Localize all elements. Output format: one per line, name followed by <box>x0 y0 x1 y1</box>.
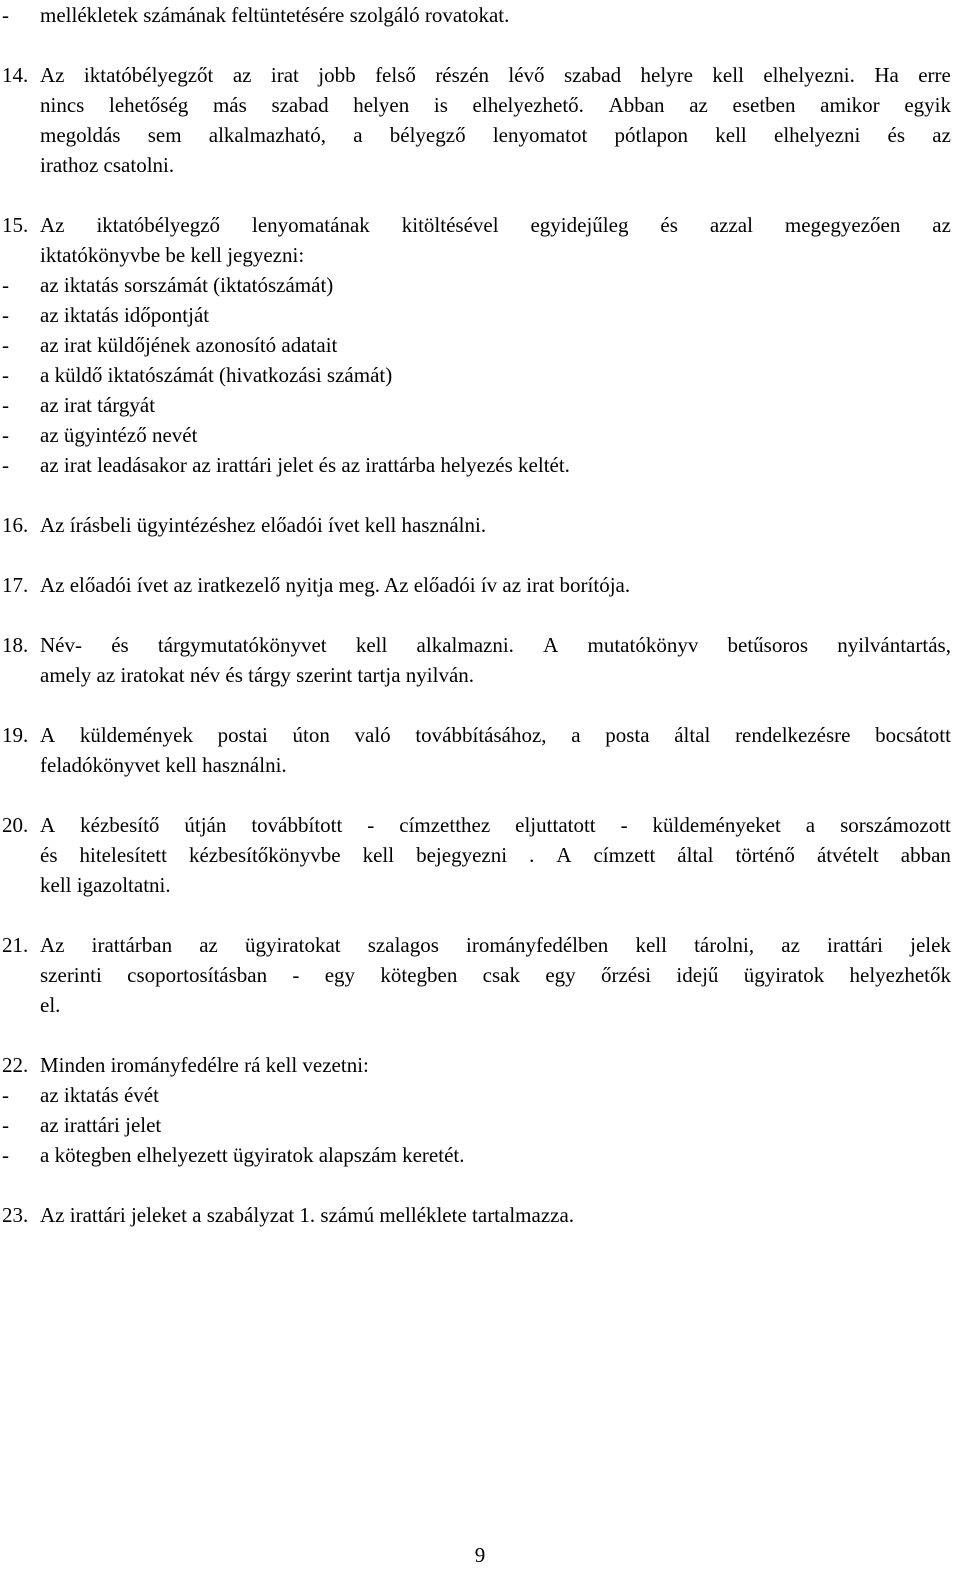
bullet-dash: - <box>2 1113 9 1137</box>
paragraph-number: 23. <box>2 1203 29 1227</box>
line-text: az irat leadásakor az irattári jelet és az irattárba helyezés keltét. <box>40 453 570 477</box>
bullet-item <box>0 270 960 300</box>
line-text: Az iktatóbélyegzőt az irat jobb felső részén lévő szabad helyre kell elhelyezni. Ha erre <box>40 63 951 87</box>
paragraph-gap <box>0 690 960 720</box>
numbered-paragraph-line <box>0 720 960 750</box>
line-text: nincs lehetőség más szabad helyen is elhelyezhető. Abban az esetben amikor egyik <box>40 93 951 117</box>
line-text: Név- és tárgymutatókönyvet kell alkalmazni. A mutatókönyv betűsoros nyilvántartás, <box>40 633 951 657</box>
numbered-paragraph-line <box>0 810 960 840</box>
numbered-paragraph-line <box>0 60 960 90</box>
paragraph-number: 22. <box>2 1053 29 1077</box>
line-text: megoldás sem alkalmazható, a bélyegző lenyomatot pótlapon kell elhelyezni és az <box>40 123 951 147</box>
paragraph-gap <box>0 540 960 570</box>
bullet-dash: - <box>2 273 9 297</box>
numbered-paragraph-line <box>0 930 960 960</box>
paragraph-continuation-line <box>0 240 960 270</box>
numbered-paragraph-line <box>0 630 960 660</box>
line-text: el. <box>40 993 61 1017</box>
paragraph-continuation-line <box>0 120 960 150</box>
paragraph-continuation-line <box>0 750 960 780</box>
line-text: az iktatás sorszámát (iktatószámát) <box>40 273 334 297</box>
line-text: kell igazoltatni. <box>40 873 171 897</box>
line-text: iktatókönyvbe be kell jegyezni: <box>40 243 305 267</box>
line-text: Az irattári jeleket a szabályzat 1. számú melléklete tartalmazza. <box>40 1203 575 1227</box>
line-text: az irat küldőjének azonosító adatait <box>40 333 338 357</box>
bullet-item <box>0 450 960 480</box>
line-text: és hitelesített kézbesítőkönyvbe kell bejegyezni . A címzett által történő átvételt abban <box>40 843 951 867</box>
line-text: mellékletek számának feltüntetésére szolgáló rovatokat. <box>40 3 510 27</box>
paragraph-gap <box>0 600 960 630</box>
bullet-item <box>0 330 960 360</box>
bullet-item <box>0 1080 960 1110</box>
paragraph-continuation-line <box>0 90 960 120</box>
bullet-item <box>0 390 960 420</box>
line-text: Az irattárban az ügyiratokat szalagos irományfedélben kell tárolni, az irattári jelek <box>40 933 951 957</box>
paragraph-gap <box>0 780 960 810</box>
line-text: feladókönyvet kell használni. <box>40 753 287 777</box>
paragraph-continuation-line <box>0 150 960 180</box>
paragraph-continuation-line <box>0 660 960 690</box>
line-text: irathoz csatolni. <box>40 153 175 177</box>
line-text: a kötegben elhelyezett ügyiratok alapszám keretét. <box>40 1143 465 1167</box>
bullet-item <box>0 420 960 450</box>
paragraph-gap <box>0 900 960 930</box>
line-text: A kézbesítő útján továbbított - címzetthez eljuttatott - küldeményeket a sorszámozott <box>40 813 951 837</box>
bullet-item <box>0 1140 960 1170</box>
paragraph-number: 18. <box>2 633 29 657</box>
line-text: Az iktatóbélyegző lenyomatának kitöltésével egyidejűleg és azzal megegyezően az <box>40 213 951 237</box>
paragraph-continuation-line <box>0 960 960 990</box>
paragraph-gap <box>0 1170 960 1200</box>
bullet-dash: - <box>2 303 9 327</box>
bullet-dash: - <box>2 1143 9 1167</box>
paragraph-gap <box>0 1020 960 1050</box>
paragraph-continuation-line <box>0 870 960 900</box>
bullet-item <box>0 0 960 30</box>
paragraph-number: 17. <box>2 573 29 597</box>
numbered-paragraph-line <box>0 1050 960 1080</box>
bullet-dash: - <box>2 363 9 387</box>
line-text: az irattári jelet <box>40 1113 162 1137</box>
paragraph-number: 19. <box>2 723 29 747</box>
numbered-paragraph-line <box>0 510 960 540</box>
line-text: az iktatás évét <box>40 1083 159 1107</box>
line-text: szerinti csoportosításban - egy kötegben csak egy őrzési idejű ügyiratok helyezhetők <box>40 963 951 987</box>
bullet-dash: - <box>2 453 9 477</box>
bullet-dash: - <box>2 393 9 417</box>
bullet-item <box>0 360 960 390</box>
bullet-dash: - <box>2 3 9 27</box>
line-text: Minden irományfedélre rá kell vezetni: <box>40 1053 369 1077</box>
line-text: amely az iratokat név és tárgy szerint tartja nyilván. <box>40 663 475 687</box>
paragraph-continuation-line <box>0 990 960 1020</box>
bullet-item <box>0 1110 960 1140</box>
numbered-paragraph-line <box>0 570 960 600</box>
paragraph-number: 20. <box>2 813 29 837</box>
bullet-dash: - <box>2 333 9 357</box>
page-number: 9 <box>474 1543 486 1567</box>
line-text: Az írásbeli ügyintézéshez előadói ívet kell használni. <box>40 513 487 537</box>
line-text: Az előadói ívet az iratkezelő nyitja meg. Az előadói ív az irat borítója. <box>40 573 631 597</box>
paragraph-continuation-line <box>0 840 960 870</box>
line-text: A küldemények postai úton való továbbításához, a posta által rendelkezésre bocsátott <box>40 723 951 747</box>
paragraph-number: 21. <box>2 933 29 957</box>
paragraph-number: 16. <box>2 513 29 537</box>
paragraph-number: 15. <box>2 213 29 237</box>
numbered-paragraph-line <box>0 1200 960 1230</box>
numbered-paragraph-line <box>0 210 960 240</box>
paragraph-number: 14. <box>2 63 29 87</box>
paragraph-gap <box>0 480 960 510</box>
bullet-item <box>0 300 960 330</box>
paragraph-gap <box>0 30 960 60</box>
bullet-dash: - <box>2 1083 9 1107</box>
line-text: a küldő iktatószámát (hivatkozási számát) <box>40 363 393 387</box>
line-text: az ügyintéző nevét <box>40 423 198 447</box>
bullet-dash: - <box>2 423 9 447</box>
line-text: az irat tárgyát <box>40 393 156 417</box>
line-text: az iktatás időpontját <box>40 303 210 327</box>
paragraph-gap <box>0 180 960 210</box>
